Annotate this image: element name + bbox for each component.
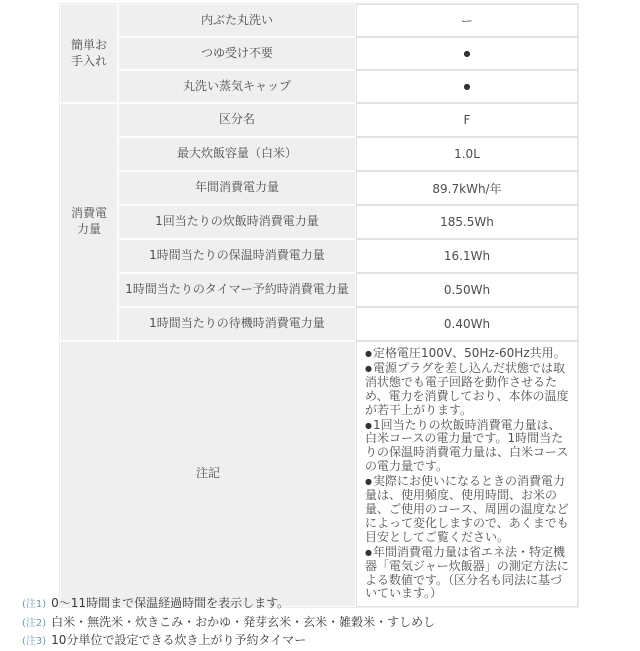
table-row [60, 239, 578, 273]
footnote-marker: (注1) [22, 599, 47, 610]
note-item [365, 362, 569, 418]
note-item [365, 347, 569, 361]
note-item [365, 546, 569, 602]
table-row [60, 70, 578, 103]
table-row [60, 205, 578, 239]
group-label-easy-care: 簡単お手入れ [60, 4, 118, 103]
table-row [60, 4, 578, 37]
spec-label: 内ぶた丸洗い [118, 4, 356, 37]
bullet-icon: ● [365, 420, 372, 430]
bullet-icon: ● [365, 349, 372, 358]
notes-cell [356, 341, 578, 607]
table-row [60, 103, 578, 137]
note-text: 実際にお使いになるときの消費電力量は、使用頻度、使用時間、お米の量、ご使用のコース、周囲の温度などによって変化しますので、あくまでも目安としてご覧ください。 [365, 474, 569, 544]
spec-label: 区分名 [118, 103, 356, 137]
bullet-icon: ● [365, 363, 372, 373]
footnote-line [22, 595, 435, 614]
bullet-icon: ● [365, 547, 372, 557]
spec-label: 丸洗い蒸気キャップ [118, 70, 356, 103]
note-text: 年間消費電力量は省エネ法・特定機器「電気ジャー炊飯器」の測定方法による数値です。（区分名も同法に基づいています。） [365, 544, 569, 601]
spec-value: F [356, 103, 578, 137]
footnote-marker: (注2) [22, 617, 47, 629]
table-row [60, 307, 578, 341]
note-text: 電源プラグを差し込んだ状態では取消状態でも電子回路を動作させるため、電力を消費しており、本体の温度が若干上がります。 [365, 360, 569, 417]
spec-value: 0.40Wh [356, 307, 578, 341]
note-text: 定格電圧100V、50Hz-60Hz共用。 [372, 346, 566, 360]
spec-label: 最大炊飯容量（白米） [118, 137, 356, 171]
spec-label: 1時間当たりの待機時消費電力量 [118, 307, 356, 341]
table-row [60, 137, 578, 171]
note-item [365, 419, 569, 475]
footnotes [22, 595, 435, 651]
spec-value: 16.1Wh [356, 239, 578, 273]
spec-label: つゆ受け不要 [118, 37, 356, 70]
footnote-line [22, 614, 435, 633]
spec-value: 1.0L [356, 137, 578, 171]
spec-value: 185.5Wh [356, 205, 578, 239]
spec-value-dot: ● [356, 37, 578, 70]
notes-label: 注記 [60, 341, 356, 607]
spec-label: 1回当たりの炊飯時消費電力量 [118, 205, 356, 239]
note-item [365, 475, 569, 545]
spec-label: 1時間当たりの保温時消費電力量 [118, 239, 356, 273]
bullet-icon: ● [365, 477, 372, 487]
spec-label: 1時間当たりのタイマー予約時消費電力量 [118, 273, 356, 307]
spec-value: ー [356, 4, 578, 37]
footnote-line [22, 632, 435, 651]
spec-value-dot: ● [356, 70, 578, 103]
footnote-text: 白米・無洗米・炊きこみ・おかゆ・発芽玄米・玄米・雑穀米・すしめし [51, 614, 436, 629]
footnote-marker: (注3) [22, 636, 47, 647]
footnote-text: 10分単位で設定できる炊き上がり予約タイマー [51, 633, 307, 647]
spec-value: 0.50Wh [356, 273, 578, 307]
spec-value: 89.7kWh/年 [356, 171, 578, 205]
table-row [60, 171, 578, 205]
group-label-power-consumption: 消費電力量 [60, 103, 118, 341]
table-row [60, 273, 578, 307]
table-row-notes [60, 341, 578, 607]
spec-table [59, 3, 579, 608]
spec-label: 年間消費電力量 [118, 171, 356, 205]
footnote-text: 0～11時間まで保温経過時間を表示します。 [51, 596, 290, 610]
table-row [60, 37, 578, 70]
note-text: 1回当たりの炊飯時消費電力量は、白米コースの電力量です。1時間当たりの保温時消費電力量は、白米コースの電力量です。 [365, 417, 569, 474]
